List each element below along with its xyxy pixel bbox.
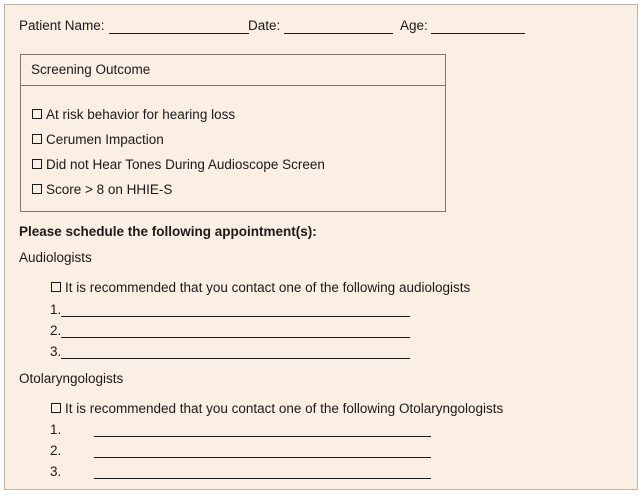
checkbox-otolaryngologists[interactable] — [51, 403, 61, 413]
audiologist-number-3: 3. — [50, 344, 62, 359]
otolaryngologist-number-2: 2. — [50, 443, 62, 458]
hearing-screening-form — [4, 4, 638, 490]
otolaryngologists-title: Otolaryngologists — [19, 371, 124, 386]
patient-name-field[interactable] — [109, 33, 249, 34]
box-divider — [21, 85, 445, 86]
outcome-item-tones — [32, 157, 325, 172]
otolaryngologist-field-1[interactable] — [94, 436, 431, 437]
screening-outcome-title: Screening Outcome — [31, 62, 151, 77]
audiologists-title: Audiologists — [19, 250, 92, 265]
outcome-item-label: Cerumen Impaction — [46, 132, 164, 147]
screening-outcome-box — [20, 54, 446, 212]
outcome-item-hhie — [32, 182, 172, 197]
otolaryngologist-number-3: 3. — [50, 464, 62, 479]
otolaryngologists-recommendation — [51, 401, 503, 416]
schedule-heading: Please schedule the following appointment(s): — [19, 224, 317, 239]
audiologist-number-2: 2. — [50, 323, 62, 338]
audiologist-field-1[interactable] — [61, 316, 410, 317]
outcome-item-label: Did not Hear Tones During Audioscope Screen — [46, 157, 325, 172]
recommendation-label: It is recommended that you contact one of the following audiologists — [65, 280, 471, 295]
audiologist-number-1: 1. — [50, 302, 62, 317]
checkbox-audiologists[interactable] — [51, 282, 61, 292]
checkbox-cerumen[interactable] — [32, 134, 42, 144]
checkbox-tones[interactable] — [32, 159, 42, 169]
outcome-item-risk — [32, 107, 235, 122]
outcome-item-cerumen — [32, 132, 164, 147]
patient-name-label: Patient Name: — [19, 18, 105, 33]
audiologist-field-2[interactable] — [61, 337, 410, 338]
audiologists-recommendation — [51, 280, 470, 295]
date-label: Date: — [248, 18, 281, 33]
otolaryngologist-field-2[interactable] — [94, 457, 431, 458]
age-field[interactable] — [431, 33, 525, 34]
age-label: Age: — [400, 18, 428, 33]
audiologist-field-3[interactable] — [61, 358, 410, 359]
checkbox-hhie-score[interactable] — [32, 184, 42, 194]
checkbox-risk-behavior[interactable] — [32, 109, 42, 119]
outcome-item-label: Score > 8 on HHIE-S — [46, 182, 173, 197]
recommendation-label: It is recommended that you contact one of the following Otolaryngologists — [65, 401, 504, 416]
outcome-item-label: At risk behavior for hearing loss — [46, 107, 236, 122]
otolaryngologist-number-1: 1. — [50, 422, 62, 437]
date-field[interactable] — [284, 33, 393, 34]
otolaryngologist-field-3[interactable] — [94, 478, 431, 479]
